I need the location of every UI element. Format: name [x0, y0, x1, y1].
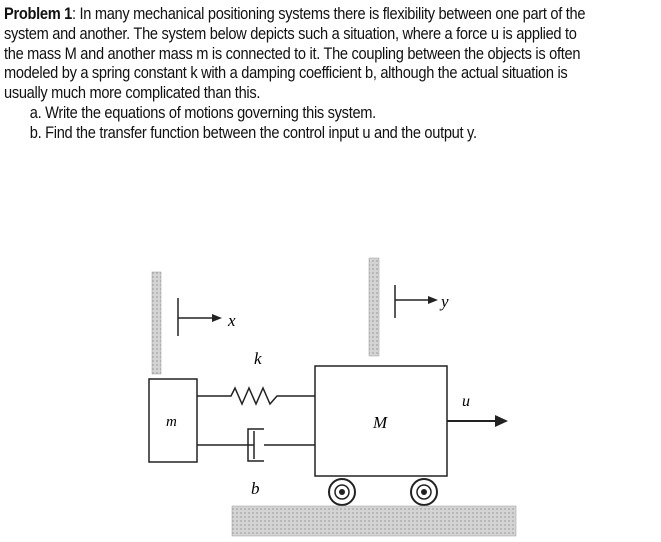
question-a: a. Write the equations of motions governing this system. — [29, 102, 376, 122]
question-b: b. Find the transfer function between the control input u and the output y. — [29, 122, 477, 142]
wall-right — [369, 258, 379, 356]
label-k: k — [254, 349, 262, 368]
label-x: x — [228, 311, 236, 330]
arrow-x-icon — [212, 314, 222, 322]
problem-line-5: usually much more complicated than this. — [4, 83, 261, 103]
label-y: y — [441, 292, 449, 311]
problem-line-4: modeled by a spring constant k with a damping coefficient b, although the actual situation is — [4, 63, 568, 83]
label-b: b — [251, 479, 260, 498]
ground — [232, 506, 516, 536]
label-M: M — [373, 413, 388, 432]
problem-line-3: the mass M and another mass m is connected to it. The coupling between the objects is often — [4, 43, 581, 63]
problem-text-1: : In many mechanical positioning systems there is flexibility between one part of the — [71, 4, 586, 23]
wall-left — [152, 272, 161, 374]
problem-label: Problem 1 — [4, 4, 72, 23]
problem-line-2: system and another. The system below depicts such a situation, where a force u is applied to — [4, 23, 577, 43]
label-u: u — [462, 393, 470, 410]
spring — [197, 388, 315, 404]
wheel-right-icon — [411, 479, 437, 505]
label-m: m — [166, 414, 177, 430]
arrow-y-icon — [428, 296, 438, 304]
wheel-left-icon — [329, 479, 355, 505]
arrow-u-icon — [495, 415, 508, 427]
